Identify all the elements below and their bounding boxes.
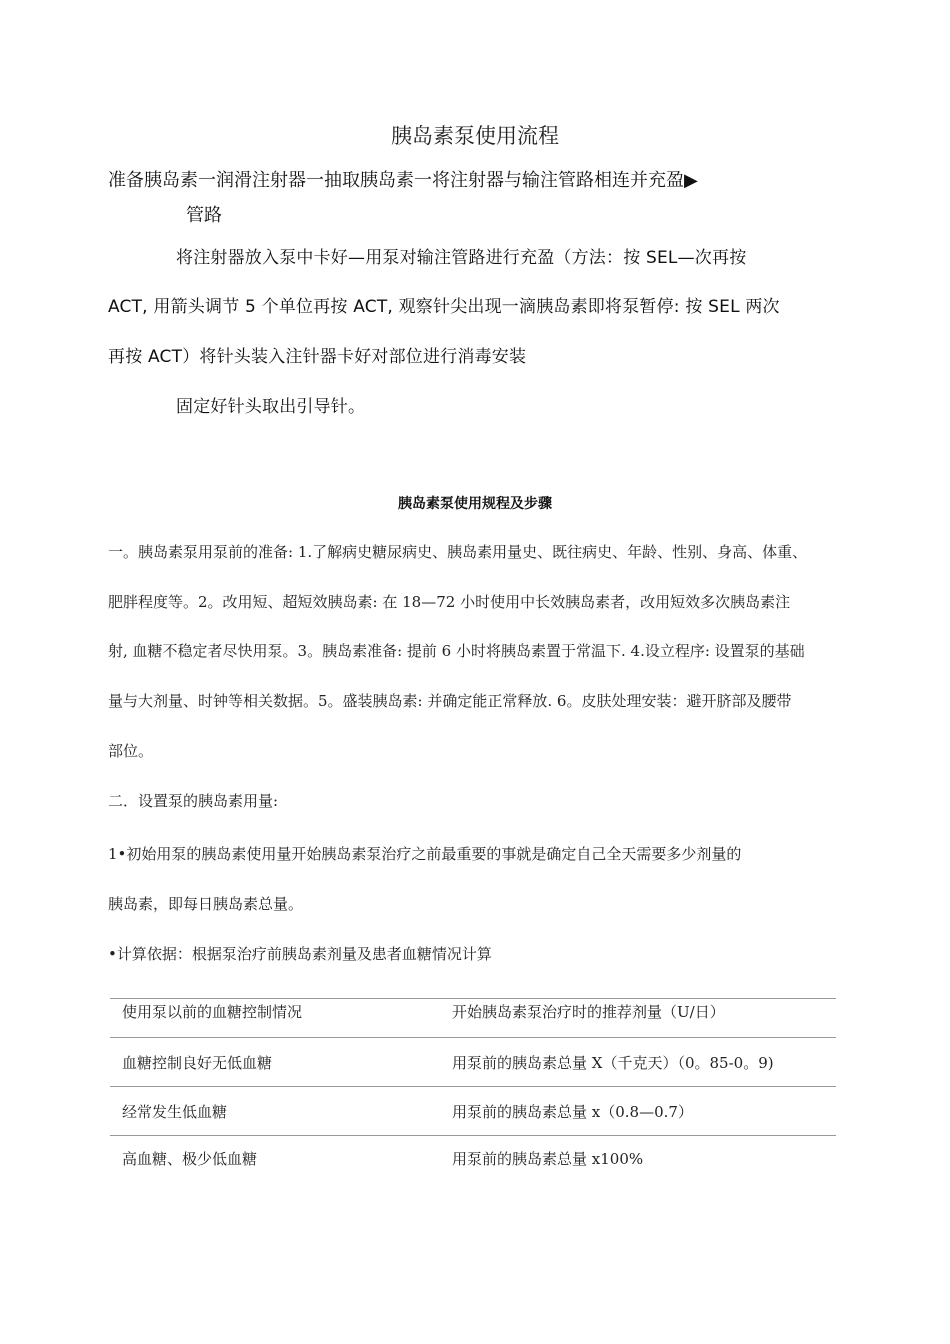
- table-header-cell: 使用泵以前的血糖控制情况: [110, 999, 440, 1038]
- part2-heading: 二．设置泵的胰岛素用量:: [108, 792, 279, 810]
- table-header-row: [110, 999, 836, 1038]
- table-header-cell: 开始胰岛素泵治疗时的推荐剂量（U/日）: [440, 999, 836, 1038]
- table-row: [110, 1136, 836, 1197]
- table-cell: 高血糖、极少低血糖: [122, 1150, 258, 1168]
- table-row: [110, 1087, 836, 1136]
- item1-line-2: 胰岛素，即每日胰岛素总量。: [108, 895, 304, 913]
- dosage-table: [110, 998, 836, 1196]
- table-cell: 经常发生低血糖: [110, 1087, 440, 1136]
- prep-line-4: 量与大剂量、时钟等相关数据。5。盛装胰岛素: 并确定能正常释放. 6。皮肤处理安装：避开脐部及腰带: [108, 692, 792, 710]
- section-title: 胰岛素泵使用规程及步骤: [398, 496, 552, 512]
- table-cell: 用泵前的胰岛素总量 X（千克天）（0。85-0。9): [440, 1038, 836, 1087]
- table-cell: 用泵前的胰岛素总量 x（0.8—0.7）: [440, 1087, 836, 1136]
- prep-line-2: 肥胖程度等。2。改用短、超短效胰岛素: 在 18—72 小时使用中长效胰岛素者，改用短效多次胰岛素注: [108, 593, 791, 611]
- method-line-2: ACT, 用箭头调节 5 个单位再按 ACT, 观察针尖出现一滴胰岛素即将泵暂停: 按 SEL 两次: [108, 297, 780, 317]
- flow-line-1: 准备胰岛素一润滑注射器一抽取胰岛素一将注射器与输注管路相连并充盈▶: [108, 170, 698, 191]
- method-line-3: 再按 ACT）将针头装入注针器卡好对部位进行消毒安装: [108, 347, 527, 367]
- method-line-4: 固定好针头取出引导针。: [176, 397, 366, 417]
- prep-line-1: 一。胰岛素泵用泵前的准备: 1.了解病史糖尿病史、胰岛素用量史、既往病史、年龄、性别、身高、体重、: [108, 543, 808, 561]
- document-title: 胰岛素泵使用流程: [391, 124, 559, 148]
- calc-basis: •计算依据：根据泵治疗前胰岛素剂量及患者血糖情况计算: [108, 945, 492, 963]
- prep-line-3: 射, 血糖不稳定者尽快用泵。3。胰岛素准备: 提前 6 小时将胰岛素置于常温下. 4.设立程序: 设置泵的基础: [108, 642, 805, 660]
- flow-line-2: 管路: [186, 205, 222, 226]
- table-row: [110, 1038, 836, 1087]
- prep-line-5: 部位。: [108, 742, 154, 760]
- item1-line-1: 1•初始用泵的胰岛素使用量开始胰岛素泵治疗之前最重要的事就是确定自己全天需要多少剂量的: [108, 845, 742, 863]
- table-cell: 血糖控制良好无低血糖: [110, 1038, 440, 1087]
- table-cell: 用泵前的胰岛素总量 x100%: [452, 1150, 644, 1168]
- method-line-1: 将注射器放入泵中卡好—用泵对输注管路进行充盈（方法：按 SEL—次再按: [176, 248, 747, 268]
